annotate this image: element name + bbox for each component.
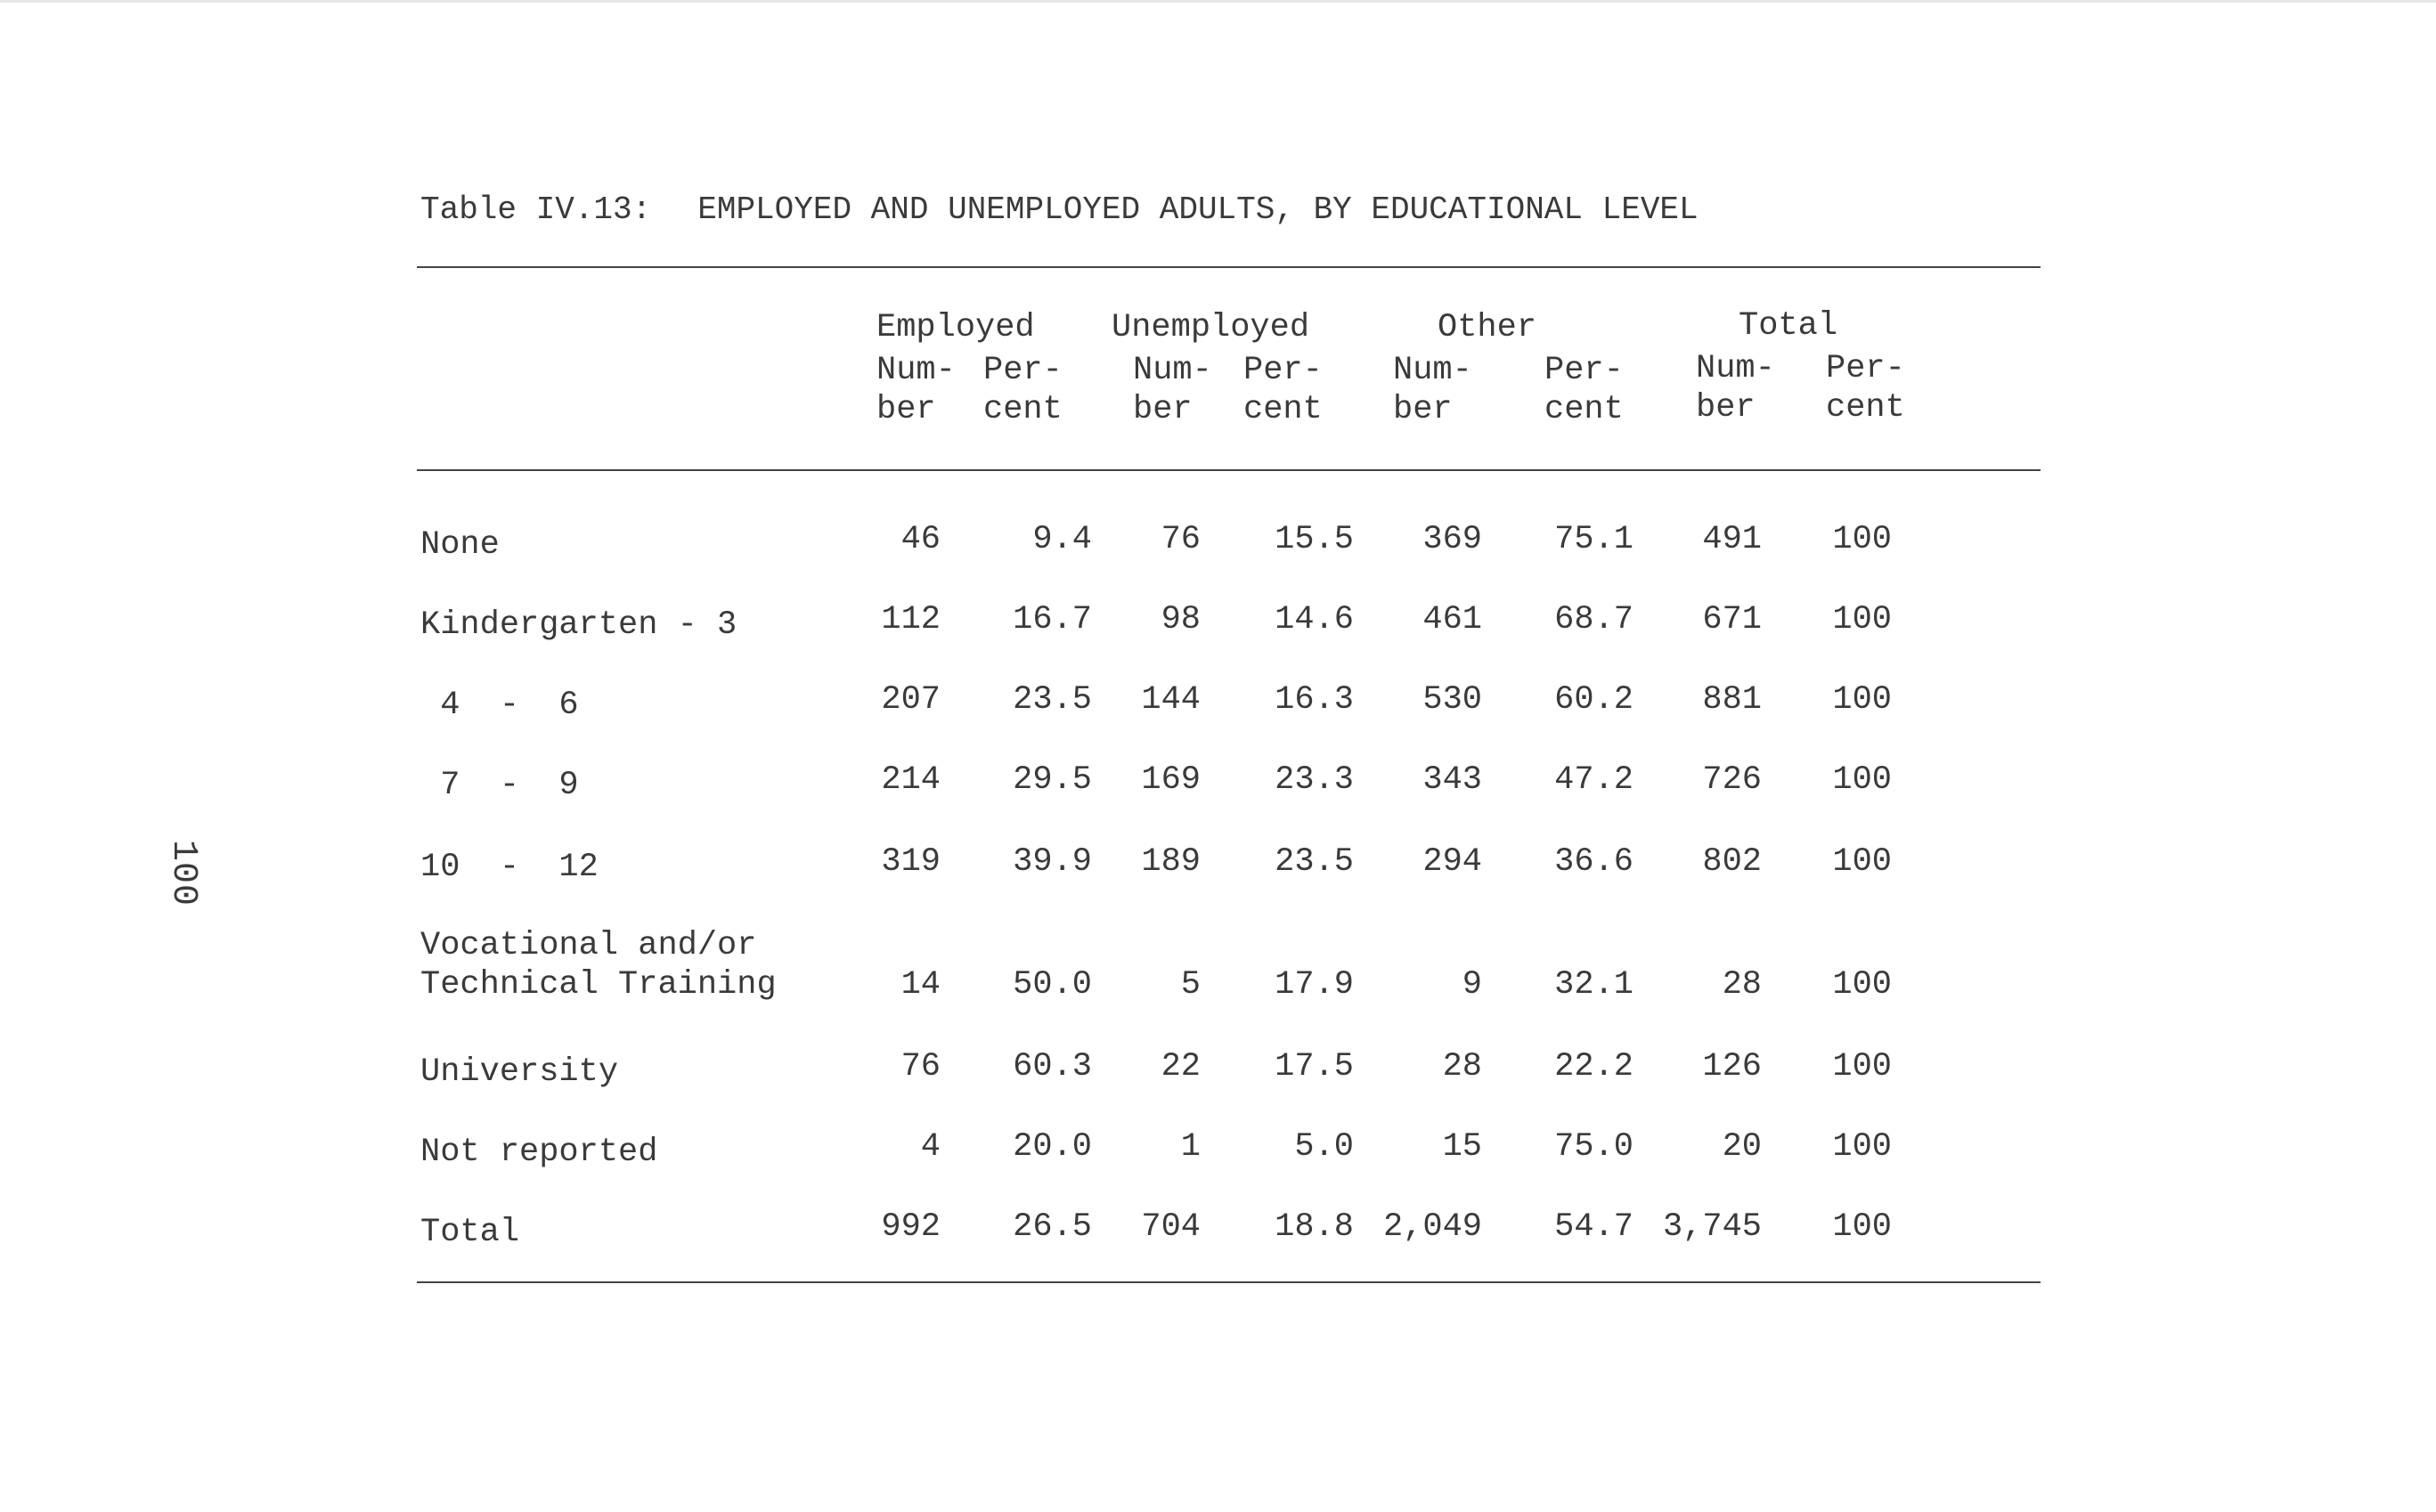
cell-other-percent: 22.2 — [1554, 1048, 1634, 1085]
cell-other-number: 9 — [1462, 966, 1482, 1004]
cell-total-number: 28 — [1722, 966, 1762, 1004]
cell-employed-percent: 9.4 — [1032, 521, 1092, 558]
cell-total-number: 3,745 — [1662, 1208, 1762, 1246]
cell-unemployed-percent: 5.0 — [1294, 1128, 1354, 1166]
cell-other-number: 461 — [1422, 601, 1482, 638]
table-caption: EMPLOYED AND UNEMPLOYED ADULTS, BY EDUCATIONAL LEVEL — [697, 191, 1699, 228]
cell-employed-percent: 60.3 — [1013, 1048, 1092, 1085]
subheader-employed-percent-l2: cent — [983, 391, 1063, 428]
cell-employed-percent: 39.9 — [1013, 843, 1092, 881]
cell-employed-number: 207 — [881, 681, 941, 719]
cell-other-percent: 75.0 — [1554, 1128, 1634, 1166]
row-label: None — [420, 526, 500, 564]
cell-total-percent: 100 — [1832, 1048, 1892, 1085]
row-label: Total — [420, 1214, 520, 1251]
cell-other-number: 2,049 — [1382, 1208, 1482, 1246]
cell-employed-percent: 50.0 — [1013, 966, 1092, 1004]
cell-unemployed-percent: 17.5 — [1275, 1048, 1354, 1085]
cell-employed-number: 992 — [881, 1208, 941, 1246]
bottom-rule — [417, 1281, 2041, 1283]
cell-other-percent: 47.2 — [1554, 761, 1634, 799]
subheader-total-percent-l2: cent — [1826, 389, 1905, 427]
cell-total-number: 491 — [1702, 521, 1762, 558]
cell-unemployed-number: 98 — [1161, 601, 1201, 638]
row-label: Kindergarten - 3 — [420, 606, 737, 644]
cell-employed-number: 76 — [900, 1048, 941, 1085]
row-label: 7 - 9 — [420, 767, 579, 804]
subheader-other-number-l2: ber — [1393, 391, 1453, 428]
cell-total-percent: 100 — [1832, 1128, 1892, 1166]
group-header-other: Other — [1438, 309, 1537, 346]
cell-unemployed-number: 169 — [1141, 761, 1201, 799]
cell-employed-percent: 26.5 — [1013, 1208, 1092, 1246]
cell-total-percent: 100 — [1832, 761, 1892, 799]
subheader-total-number-l2: ber — [1696, 389, 1756, 427]
cell-other-percent: 75.1 — [1554, 521, 1634, 558]
cell-other-percent: 60.2 — [1554, 681, 1634, 719]
cell-total-percent: 100 — [1832, 521, 1892, 558]
cell-employed-percent: 16.7 — [1013, 601, 1092, 638]
subheader-unemployed-percent: Per- — [1243, 352, 1323, 389]
cell-total-number: 126 — [1702, 1048, 1762, 1085]
subheader-other-number: Num- — [1393, 352, 1472, 389]
cell-unemployed-number: 5 — [1180, 966, 1201, 1004]
subheader-total-percent: Per- — [1826, 350, 1905, 387]
group-header-total: Total — [1739, 307, 1838, 345]
group-header-employed: Employed — [876, 309, 1035, 346]
row-label: Technical Training — [420, 966, 777, 1004]
cell-total-number: 881 — [1702, 681, 1762, 719]
cell-employed-percent: 20.0 — [1013, 1128, 1092, 1166]
cell-unemployed-percent: 15.5 — [1275, 521, 1354, 558]
cell-unemployed-number: 189 — [1141, 843, 1201, 881]
cell-unemployed-percent: 23.5 — [1275, 843, 1354, 881]
cell-employed-number: 4 — [920, 1128, 941, 1166]
cell-unemployed-percent: 14.6 — [1275, 601, 1354, 638]
subheader-other-percent: Per- — [1544, 352, 1624, 389]
page-number: 100 — [163, 840, 203, 907]
row-label: 10 - 12 — [420, 849, 599, 886]
cell-other-number: 28 — [1442, 1048, 1482, 1085]
group-header-unemployed: Unemployed — [1112, 309, 1310, 346]
header-rule — [417, 469, 2041, 471]
cell-other-percent: 36.6 — [1554, 843, 1634, 881]
cell-total-percent: 100 — [1832, 843, 1892, 881]
cell-total-percent: 100 — [1832, 966, 1892, 1004]
cell-total-number: 20 — [1722, 1128, 1762, 1166]
subheader-unemployed-number: Num- — [1133, 352, 1212, 389]
cell-unemployed-number: 144 — [1141, 681, 1201, 719]
table-number: Table IV.13: — [420, 191, 652, 228]
cell-other-number: 15 — [1442, 1128, 1482, 1166]
subheader-unemployed-percent-l2: cent — [1243, 391, 1323, 428]
cell-total-number: 802 — [1702, 843, 1762, 881]
subheader-other-percent-l2: cent — [1544, 391, 1624, 428]
cell-other-percent: 54.7 — [1554, 1208, 1634, 1246]
cell-other-percent: 32.1 — [1554, 966, 1634, 1004]
cell-unemployed-percent: 23.3 — [1275, 761, 1354, 799]
cell-employed-percent: 29.5 — [1013, 761, 1092, 799]
cell-other-number: 294 — [1422, 843, 1482, 881]
row-label: Vocational and/or — [420, 927, 757, 964]
row-label: 4 - 6 — [420, 687, 579, 724]
cell-unemployed-number: 76 — [1161, 521, 1201, 558]
subheader-employed-number: Num- — [876, 352, 956, 389]
subheader-employed-number-l2: ber — [876, 391, 936, 428]
subheader-total-number: Num- — [1696, 350, 1775, 387]
cell-unemployed-number: 1 — [1180, 1128, 1201, 1166]
cell-total-percent: 100 — [1832, 601, 1892, 638]
cell-total-number: 671 — [1702, 601, 1762, 638]
cell-employed-number: 112 — [881, 601, 941, 638]
cell-unemployed-number: 704 — [1141, 1208, 1201, 1246]
cell-other-percent: 68.7 — [1554, 601, 1634, 638]
top-rule — [417, 266, 2041, 268]
table-title — [420, 191, 1699, 228]
cell-employed-percent: 23.5 — [1013, 681, 1092, 719]
cell-employed-number: 214 — [881, 761, 941, 799]
cell-total-number: 726 — [1702, 761, 1762, 799]
cell-other-number: 530 — [1422, 681, 1482, 719]
cell-other-number: 369 — [1422, 521, 1482, 558]
cell-employed-number: 46 — [900, 521, 941, 558]
cell-total-percent: 100 — [1832, 681, 1892, 719]
subheader-employed-percent: Per- — [983, 352, 1063, 389]
cell-unemployed-percent: 18.8 — [1275, 1208, 1354, 1246]
cell-employed-number: 14 — [900, 966, 941, 1004]
cell-unemployed-number: 22 — [1161, 1048, 1201, 1085]
row-label: Not reported — [420, 1134, 658, 1171]
cell-unemployed-percent: 16.3 — [1275, 681, 1354, 719]
cell-other-number: 343 — [1422, 761, 1482, 799]
row-label: University — [420, 1053, 619, 1091]
cell-total-percent: 100 — [1832, 1208, 1892, 1246]
subheader-unemployed-number-l2: ber — [1133, 391, 1193, 428]
cell-employed-number: 319 — [881, 843, 941, 881]
cell-unemployed-percent: 17.9 — [1275, 966, 1354, 1004]
